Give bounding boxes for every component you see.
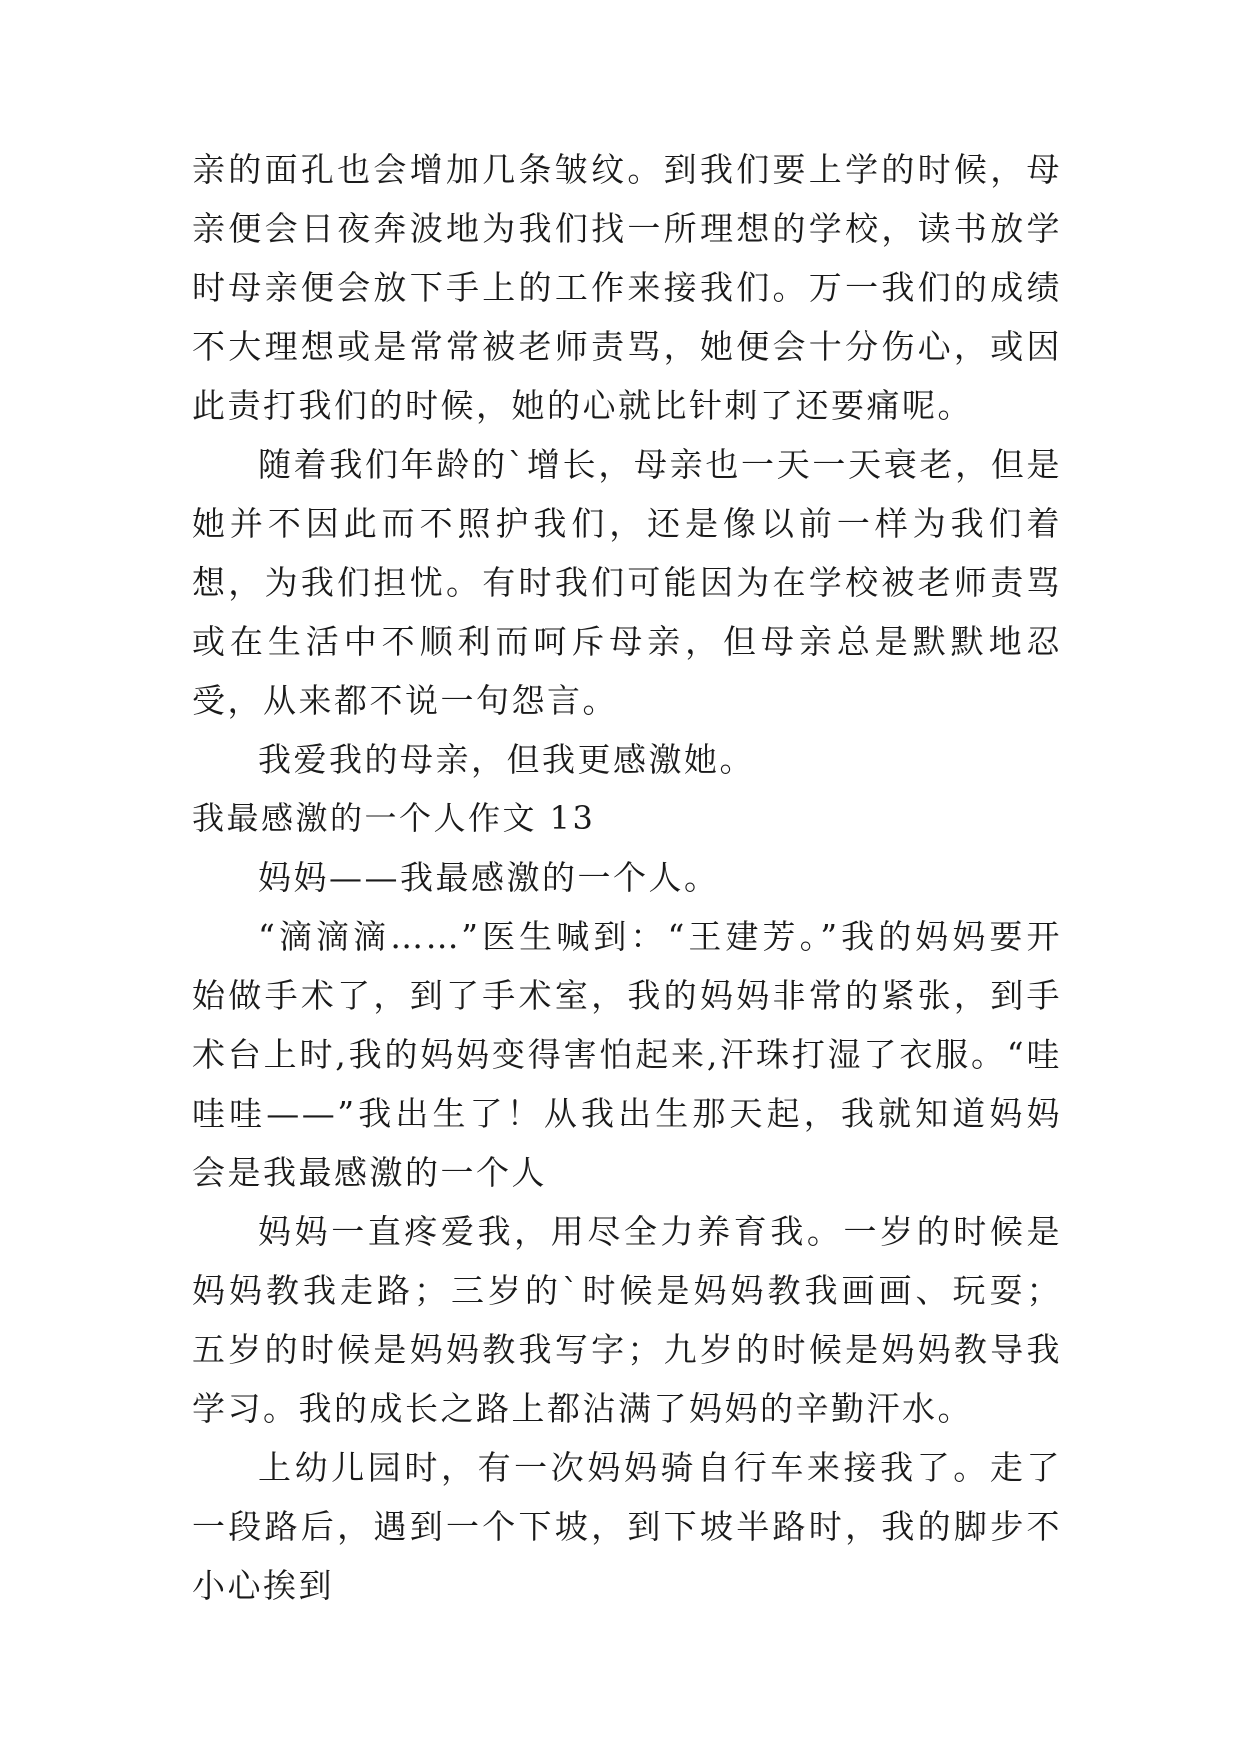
- paragraph-mother-aging: 随着我们年龄的`增长，母亲也一天一天衰老，但是她并不因此而不照护我们，还是像以前一样为我们着想，为我们担忧。有时我们可能因为在学校被老师责骂或在生活中不顺利而呵斥母亲，但母亲总是默默地忍受，从来都不说一句怨言。: [192, 445, 1062, 720]
- section-title: 我最感激的一个人作文 13: [192, 799, 596, 837]
- paragraph-growing-up: 妈妈一直疼爱我，用尽全力养育我。一岁的时候是妈妈教我走路；三岁的`时候是妈妈教我画画、玩耍；五岁的时候是妈妈教我写字；九岁的时候是妈妈教导我学习。我的成长之路上都沾满了妈妈的辛勤汗水。: [192, 1212, 1062, 1428]
- document-body: [192, 140, 1062, 1615]
- paragraph-continued: 亲的面孔也会增加几条皱纹。到我们要上学的时候，母亲便会日夜奔波地为我们找一所理想的学校，读书放学时母亲便会放下手上的工作来接我们。万一我们的成绩不大理想或是常常被老师责骂，她便会十分伤心，或因此责打我们的时候，她的心就比针刺了还要痛呢。: [192, 150, 1062, 425]
- paragraph-gratitude: 我爱我的母亲，但我更感激她。: [258, 740, 755, 779]
- paragraph-kindergarten: 上幼儿园时，有一次妈妈骑自行车来接我了。走了一段路后，遇到一个下坡，到下坡半路时，我的脚步不小心挨到: [192, 1448, 1062, 1605]
- paragraph-intro: 妈妈——我最感激的一个人。: [258, 858, 720, 897]
- paragraph-birth: “滴滴滴……”医生喊到：“王建芳。”我的妈妈要开始做手术了，到了手术室，我的妈妈非常的紧张，到手术台上时,我的妈妈变得害怕起来,汗珠打湿了衣服。“哇哇哇——”我出生了！从我出生那天起，我就知道妈妈会是我最感激的一个人: [192, 917, 1062, 1192]
